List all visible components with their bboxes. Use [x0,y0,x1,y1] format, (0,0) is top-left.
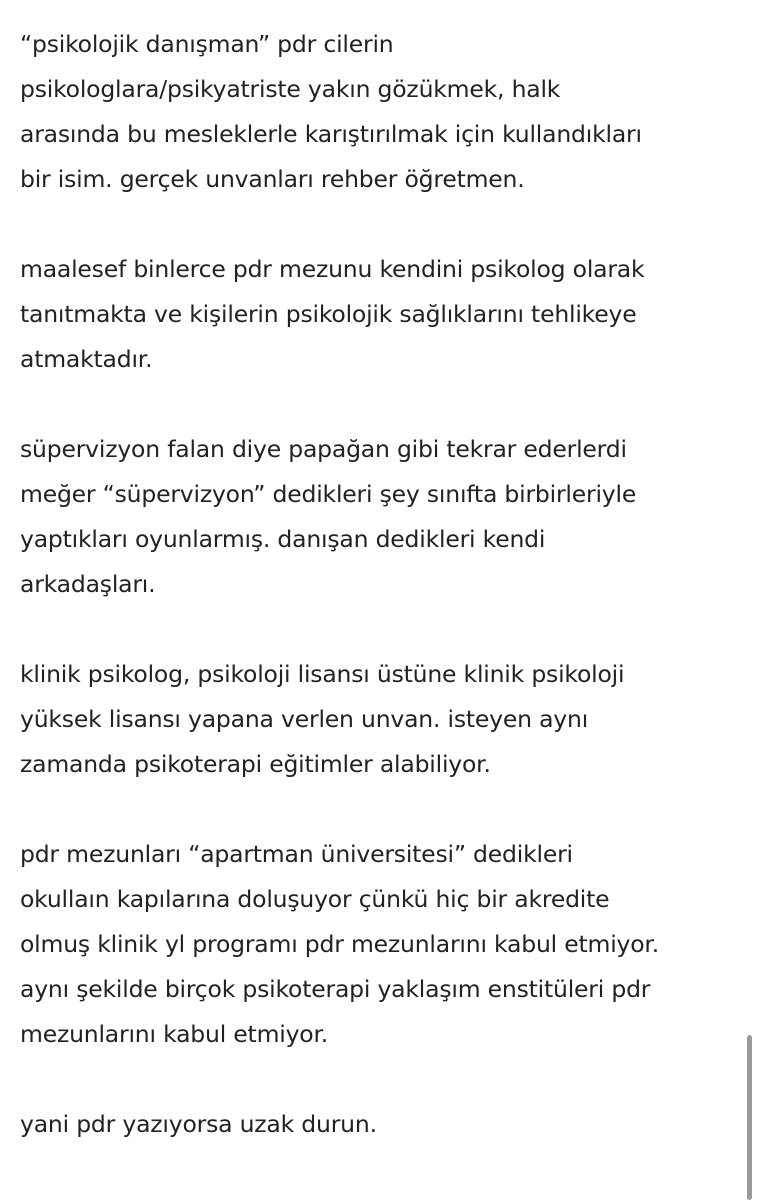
entry-paragraph-2: maalesef binlerce pdr mezunu kendini psikolog olarak tanıtmakta ve kişilerin psikolojik sağlıklarını tehlikeye atmaktadır. [20,255,645,373]
entry-paragraph-6: yani pdr yazıyorsa uzak durun. [20,1110,377,1138]
entry-paragraph-5: pdr mezunları “apartman üniversitesi” dedikleri okullaın kapılarına doluşuyor çünkü hiç bir akredite olmuş klinik yl programı pdr mezunlarını kabul etmiyor. aynı şekilde birçok psikoterapi yaklaşım enstitüleri pdr mezunlarını kabul etmiyor. [20,840,660,1048]
entry-paragraph-4: klinik psikolog, psikoloji lisansı üstüne klinik psikoloji yüksek lisansı yapana verlen unvan. isteyen aynı zamanda psikoterapi eğitimler alabiliyor. [20,660,625,778]
vertical-scrollbar[interactable] [747,1035,752,1200]
entry-paragraph-1: “psikolojik danışman” pdr cilerin psikologlara/psikyatriste yakın gözükmek, halk arasında bu mesleklerle karıştırılmak için kullandıkları bir isim. gerçek unvanları rehber öğretmen. [20,30,642,193]
entry-paragraph-3: süpervizyon falan diye papağan gibi tekrar ederlerdi meğer “süpervizyon” dedikleri şey sınıfta birbirleriyle yaptıkları oyunlarmış. danışan dedikleri kendi arkadaşları. [20,435,637,598]
entry-content [20,22,750,1147]
